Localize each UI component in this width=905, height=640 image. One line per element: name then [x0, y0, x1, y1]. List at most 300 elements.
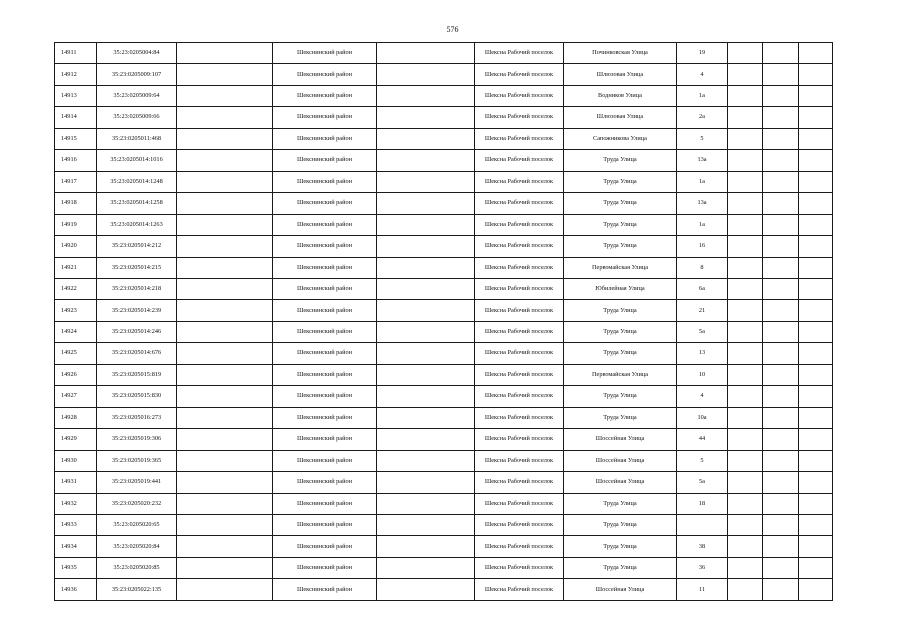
cell-empty-col-11	[799, 579, 833, 601]
cell-empty-col-10	[763, 429, 799, 450]
cell-empty-col-10	[763, 214, 799, 235]
cell-settlement: Шексна Рабочий поселок	[475, 193, 564, 214]
cell-empty-col-3	[177, 171, 273, 192]
cell-settlement: Шексна Рабочий поселок	[475, 64, 564, 85]
cell-empty-col-10	[763, 536, 799, 557]
cell-settlement: Шексна Рабочий поселок	[475, 343, 564, 364]
cell-empty-col-10	[763, 278, 799, 299]
cell-empty-col-10	[763, 64, 799, 85]
cell-cadastral-number: 35:23:0205019:365	[97, 450, 177, 471]
cell-settlement: Шексна Рабочий поселок	[475, 214, 564, 235]
cell-cadastral-number: 35:23:0205014:246	[97, 321, 177, 342]
table-row	[55, 107, 833, 128]
cell-empty-col-3	[177, 236, 273, 257]
cell-district: Шекснинский район	[273, 536, 377, 557]
table-row	[55, 536, 833, 557]
cell-street: Труда Улица	[564, 193, 677, 214]
cell-empty-col-5	[377, 343, 475, 364]
cell-empty-col-5	[377, 557, 475, 578]
cell-cadastral-number: 35:23:0205014:239	[97, 300, 177, 321]
cell-settlement: Шексна Рабочий поселок	[475, 536, 564, 557]
cell-empty-col-5	[377, 579, 475, 601]
cell-house-number: 4	[677, 386, 728, 407]
cell-empty-col-11	[799, 300, 833, 321]
cell-settlement: Шексна Рабочий поселок	[475, 579, 564, 601]
cell-empty-col-3	[177, 343, 273, 364]
cell-settlement: Шексна Рабочий поселок	[475, 514, 564, 535]
table-row	[55, 364, 833, 385]
cell-empty-col-3	[177, 429, 273, 450]
cell-street: Первомайская Улица	[564, 364, 677, 385]
cell-settlement: Шексна Рабочий поселок	[475, 150, 564, 171]
cell-empty-col-11	[799, 214, 833, 235]
cell-empty-col-3	[177, 386, 273, 407]
cell-row-number: 14920	[55, 236, 97, 257]
cell-settlement: Шексна Рабочий поселок	[475, 493, 564, 514]
cell-district: Шекснинский район	[273, 407, 377, 428]
cell-empty-col-5	[377, 407, 475, 428]
cell-settlement: Шексна Рабочий поселок	[475, 321, 564, 342]
cell-empty-col-11	[799, 450, 833, 471]
cell-cadastral-number: 35:23:0205004:84	[97, 43, 177, 64]
cell-street: Шоссейная Улица	[564, 429, 677, 450]
cell-house-number: 1а	[677, 214, 728, 235]
table-row	[55, 579, 833, 601]
cell-empty-col-3	[177, 450, 273, 471]
cell-empty-col-11	[799, 557, 833, 578]
cell-district: Шекснинский район	[273, 343, 377, 364]
cell-row-number: 14912	[55, 64, 97, 85]
cell-settlement: Шексна Рабочий поселок	[475, 407, 564, 428]
cell-empty-col-5	[377, 193, 475, 214]
cell-empty-col-10	[763, 257, 799, 278]
cell-row-number: 14932	[55, 493, 97, 514]
cell-house-number: 19	[677, 43, 728, 64]
cell-empty-col-9	[728, 514, 763, 535]
cell-empty-col-5	[377, 64, 475, 85]
cell-empty-col-3	[177, 364, 273, 385]
cell-empty-col-3	[177, 214, 273, 235]
cell-settlement: Шексна Рабочий поселок	[475, 450, 564, 471]
cell-empty-col-9	[728, 450, 763, 471]
cell-district: Шекснинский район	[273, 514, 377, 535]
cell-empty-col-11	[799, 193, 833, 214]
registry-table	[54, 42, 833, 601]
cell-empty-col-9	[728, 128, 763, 149]
cell-row-number: 14917	[55, 171, 97, 192]
cell-empty-col-10	[763, 450, 799, 471]
cell-settlement: Шексна Рабочий поселок	[475, 257, 564, 278]
cell-street: Труда Улица	[564, 343, 677, 364]
cell-empty-col-9	[728, 257, 763, 278]
cell-empty-col-11	[799, 386, 833, 407]
cell-empty-col-3	[177, 472, 273, 493]
cell-house-number: 44	[677, 429, 728, 450]
cell-empty-col-9	[728, 64, 763, 85]
cell-empty-col-10	[763, 493, 799, 514]
cell-empty-col-10	[763, 128, 799, 149]
cell-district: Шекснинский район	[273, 557, 377, 578]
cell-street: Шоссейная Улица	[564, 472, 677, 493]
cell-row-number: 14911	[55, 43, 97, 64]
cell-empty-col-9	[728, 278, 763, 299]
cell-cadastral-number: 35:23:0205014:215	[97, 257, 177, 278]
cell-cadastral-number: 35:23:0205015:819	[97, 364, 177, 385]
cell-row-number: 14923	[55, 300, 97, 321]
cell-empty-col-3	[177, 557, 273, 578]
cell-house-number: 1а	[677, 85, 728, 106]
cell-street: Труда Улица	[564, 171, 677, 192]
table-row	[55, 278, 833, 299]
cell-row-number: 14913	[55, 85, 97, 106]
cell-empty-col-5	[377, 43, 475, 64]
cell-house-number: 4	[677, 64, 728, 85]
table-row	[55, 386, 833, 407]
cell-row-number: 14933	[55, 514, 97, 535]
cell-settlement: Шексна Рабочий поселок	[475, 128, 564, 149]
cell-empty-col-9	[728, 557, 763, 578]
cell-district: Шекснинский район	[273, 278, 377, 299]
cell-cadastral-number: 35:23:0205009:107	[97, 64, 177, 85]
cell-house-number: 11	[677, 579, 728, 601]
cell-empty-col-9	[728, 43, 763, 64]
cell-cadastral-number: 35:23:0205020:85	[97, 557, 177, 578]
cell-cadastral-number: 35:23:0205020:84	[97, 536, 177, 557]
cell-district: Шекснинский район	[273, 128, 377, 149]
cell-empty-col-10	[763, 386, 799, 407]
cell-cadastral-number: 35:23:0205014:1016	[97, 150, 177, 171]
cell-empty-col-5	[377, 150, 475, 171]
cell-cadastral-number: 35:23:0205014:1263	[97, 214, 177, 235]
cell-empty-col-10	[763, 193, 799, 214]
cell-district: Шекснинский район	[273, 364, 377, 385]
cell-empty-col-10	[763, 364, 799, 385]
cell-house-number: 5	[677, 128, 728, 149]
cell-house-number: 8	[677, 257, 728, 278]
cell-street: Труда Улица	[564, 536, 677, 557]
cell-empty-col-3	[177, 107, 273, 128]
cell-district: Шекснинский район	[273, 472, 377, 493]
cell-empty-col-10	[763, 300, 799, 321]
cell-empty-col-9	[728, 107, 763, 128]
cell-house-number: 21	[677, 300, 728, 321]
table-row	[55, 429, 833, 450]
cell-district: Шекснинский район	[273, 429, 377, 450]
cell-house-number: 13а	[677, 193, 728, 214]
table-row	[55, 493, 833, 514]
cell-empty-col-5	[377, 450, 475, 471]
table-row	[55, 321, 833, 342]
cell-empty-col-11	[799, 364, 833, 385]
cell-empty-col-3	[177, 407, 273, 428]
cell-district: Шекснинский район	[273, 300, 377, 321]
cell-settlement: Шексна Рабочий поселок	[475, 43, 564, 64]
cell-empty-col-10	[763, 107, 799, 128]
cell-street: Труда Улица	[564, 557, 677, 578]
cell-empty-col-11	[799, 514, 833, 535]
cell-row-number: 14915	[55, 128, 97, 149]
cell-settlement: Шексна Рабочий поселок	[475, 278, 564, 299]
cell-empty-col-3	[177, 321, 273, 342]
table-row	[55, 150, 833, 171]
cell-empty-col-5	[377, 321, 475, 342]
cell-house-number: 6а	[677, 278, 728, 299]
cell-cadastral-number: 35:23:0205014:1258	[97, 193, 177, 214]
cell-empty-col-11	[799, 493, 833, 514]
cell-house-number: 10	[677, 364, 728, 385]
cell-empty-col-5	[377, 364, 475, 385]
cell-district: Шекснинский район	[273, 493, 377, 514]
cell-cadastral-number: 35:23:0205014:676	[97, 343, 177, 364]
cell-empty-col-10	[763, 85, 799, 106]
cell-cadastral-number: 35:23:0205020:65	[97, 514, 177, 535]
cell-house-number: 1а	[677, 171, 728, 192]
cell-district: Шекснинский район	[273, 85, 377, 106]
table-row	[55, 472, 833, 493]
cell-empty-col-3	[177, 300, 273, 321]
cell-empty-col-10	[763, 171, 799, 192]
cell-empty-col-11	[799, 257, 833, 278]
table-row	[55, 300, 833, 321]
cell-empty-col-10	[763, 514, 799, 535]
cell-row-number: 14934	[55, 536, 97, 557]
cell-empty-col-11	[799, 85, 833, 106]
cell-empty-col-11	[799, 321, 833, 342]
cell-house-number: 2а	[677, 107, 728, 128]
cell-empty-col-11	[799, 64, 833, 85]
cell-settlement: Шексна Рабочий поселок	[475, 171, 564, 192]
cell-empty-col-11	[799, 128, 833, 149]
table-row	[55, 85, 833, 106]
cell-street: Труда Улица	[564, 236, 677, 257]
cell-row-number: 14919	[55, 214, 97, 235]
cell-empty-col-5	[377, 214, 475, 235]
cell-empty-col-11	[799, 343, 833, 364]
cell-house-number: 16	[677, 236, 728, 257]
cell-empty-col-3	[177, 128, 273, 149]
cell-row-number: 14916	[55, 150, 97, 171]
cell-empty-col-9	[728, 236, 763, 257]
cell-empty-col-10	[763, 343, 799, 364]
cell-row-number: 14924	[55, 321, 97, 342]
cell-house-number: 13а	[677, 150, 728, 171]
cell-empty-col-9	[728, 472, 763, 493]
cell-empty-col-10	[763, 579, 799, 601]
cell-row-number: 14928	[55, 407, 97, 428]
cell-street: Шоссейная Улица	[564, 450, 677, 471]
cell-street: Труда Улица	[564, 321, 677, 342]
cell-settlement: Шексна Рабочий поселок	[475, 364, 564, 385]
table-row	[55, 171, 833, 192]
cell-empty-col-9	[728, 85, 763, 106]
cell-settlement: Шексна Рабочий поселок	[475, 472, 564, 493]
registry-table-body	[55, 43, 833, 601]
cell-row-number: 14936	[55, 579, 97, 601]
cell-street: Труда Улица	[564, 214, 677, 235]
cell-street: Труда Улица	[564, 493, 677, 514]
cell-house-number: 10а	[677, 407, 728, 428]
cell-cadastral-number: 35:23:0205020:232	[97, 493, 177, 514]
cell-district: Шекснинский район	[273, 43, 377, 64]
cell-empty-col-5	[377, 171, 475, 192]
cell-row-number: 14925	[55, 343, 97, 364]
cell-empty-col-9	[728, 300, 763, 321]
cell-row-number: 14931	[55, 472, 97, 493]
cell-empty-col-11	[799, 536, 833, 557]
cell-row-number: 14926	[55, 364, 97, 385]
cell-empty-col-9	[728, 536, 763, 557]
cell-empty-col-11	[799, 472, 833, 493]
cell-empty-col-10	[763, 472, 799, 493]
cell-settlement: Шексна Рабочий поселок	[475, 429, 564, 450]
cell-empty-col-3	[177, 150, 273, 171]
table-row	[55, 64, 833, 85]
cell-district: Шекснинский район	[273, 450, 377, 471]
cell-empty-col-5	[377, 128, 475, 149]
cell-street: Первомайская Улица	[564, 257, 677, 278]
cell-empty-col-9	[728, 493, 763, 514]
cell-row-number: 14918	[55, 193, 97, 214]
cell-settlement: Шексна Рабочий поселок	[475, 386, 564, 407]
table-row	[55, 514, 833, 535]
cell-cadastral-number: 35:23:0205014:218	[97, 278, 177, 299]
cell-district: Шекснинский район	[273, 386, 377, 407]
cell-district: Шекснинский район	[273, 107, 377, 128]
cell-settlement: Шексна Рабочий поселок	[475, 107, 564, 128]
cell-empty-col-9	[728, 343, 763, 364]
cell-district: Шекснинский район	[273, 171, 377, 192]
cell-settlement: Шексна Рабочий поселок	[475, 85, 564, 106]
cell-empty-col-5	[377, 386, 475, 407]
cell-empty-col-3	[177, 64, 273, 85]
cell-empty-col-11	[799, 407, 833, 428]
cell-empty-col-5	[377, 257, 475, 278]
cell-empty-col-9	[728, 407, 763, 428]
table-row	[55, 343, 833, 364]
cell-empty-col-3	[177, 193, 273, 214]
cell-cadastral-number: 35:23:0205014:1248	[97, 171, 177, 192]
cell-empty-col-3	[177, 579, 273, 601]
cell-empty-col-9	[728, 386, 763, 407]
cell-district: Шекснинский район	[273, 579, 377, 601]
cell-empty-col-11	[799, 107, 833, 128]
cell-house-number	[677, 514, 728, 535]
cell-empty-col-9	[728, 171, 763, 192]
page-number: 576	[446, 25, 459, 34]
cell-cadastral-number: 35:23:0205011:468	[97, 128, 177, 149]
cell-empty-col-3	[177, 536, 273, 557]
cell-empty-col-5	[377, 236, 475, 257]
cell-empty-col-10	[763, 557, 799, 578]
cell-district: Шекснинский район	[273, 193, 377, 214]
cell-street: Шлюзовая Улица	[564, 107, 677, 128]
cell-empty-col-5	[377, 472, 475, 493]
cell-empty-col-3	[177, 43, 273, 64]
cell-district: Шекснинский район	[273, 150, 377, 171]
cell-empty-col-5	[377, 300, 475, 321]
cell-empty-col-9	[728, 214, 763, 235]
cell-street: Шоссейная Улица	[564, 579, 677, 601]
table-row	[55, 407, 833, 428]
cell-empty-col-3	[177, 85, 273, 106]
cell-empty-col-5	[377, 536, 475, 557]
cell-row-number: 14935	[55, 557, 97, 578]
cell-empty-col-10	[763, 150, 799, 171]
cell-street: Сапожникова Улица	[564, 128, 677, 149]
cell-empty-col-10	[763, 407, 799, 428]
cell-street: Труда Улица	[564, 407, 677, 428]
cell-empty-col-11	[799, 278, 833, 299]
cell-empty-col-9	[728, 579, 763, 601]
cell-empty-col-3	[177, 514, 273, 535]
cell-empty-col-11	[799, 171, 833, 192]
table-row	[55, 236, 833, 257]
table-row	[55, 128, 833, 149]
table-row	[55, 450, 833, 471]
cell-cadastral-number: 35:23:0205022:135	[97, 579, 177, 601]
cell-row-number: 14914	[55, 107, 97, 128]
cell-empty-col-3	[177, 278, 273, 299]
cell-street: Труда Улица	[564, 300, 677, 321]
cell-house-number: 38	[677, 536, 728, 557]
cell-house-number: 5а	[677, 321, 728, 342]
cell-cadastral-number: 35:23:0205019:306	[97, 429, 177, 450]
cell-street: Починковская Улица	[564, 43, 677, 64]
cell-empty-col-5	[377, 493, 475, 514]
cell-row-number: 14927	[55, 386, 97, 407]
cell-house-number: 5	[677, 450, 728, 471]
cell-house-number: 18	[677, 493, 728, 514]
table-row	[55, 557, 833, 578]
cell-empty-col-11	[799, 43, 833, 64]
cell-row-number: 14930	[55, 450, 97, 471]
cell-empty-col-9	[728, 321, 763, 342]
cell-empty-col-11	[799, 236, 833, 257]
cell-district: Шекснинский район	[273, 321, 377, 342]
cell-empty-col-3	[177, 493, 273, 514]
cell-cadastral-number: 35:23:0205019:441	[97, 472, 177, 493]
cell-empty-col-11	[799, 429, 833, 450]
cell-street: Труда Улица	[564, 150, 677, 171]
cell-empty-col-10	[763, 236, 799, 257]
cell-cadastral-number: 35:23:0205009:64	[97, 85, 177, 106]
cell-settlement: Шексна Рабочий поселок	[475, 300, 564, 321]
cell-empty-col-5	[377, 429, 475, 450]
table-row	[55, 193, 833, 214]
cell-empty-col-9	[728, 364, 763, 385]
table-row	[55, 257, 833, 278]
cell-district: Шекснинский район	[273, 214, 377, 235]
cell-empty-col-10	[763, 321, 799, 342]
cell-empty-col-5	[377, 514, 475, 535]
cell-district: Шекснинский район	[273, 257, 377, 278]
table-row	[55, 214, 833, 235]
cell-district: Шекснинский район	[273, 236, 377, 257]
cell-empty-col-10	[763, 43, 799, 64]
cell-settlement: Шексна Рабочий поселок	[475, 236, 564, 257]
table-row	[55, 43, 833, 64]
cell-street: Труда Улица	[564, 514, 677, 535]
cell-empty-col-11	[799, 150, 833, 171]
cell-empty-col-3	[177, 257, 273, 278]
cell-row-number: 14921	[55, 257, 97, 278]
cell-empty-col-5	[377, 107, 475, 128]
cell-cadastral-number: 35:23:0205009:66	[97, 107, 177, 128]
cell-district: Шекснинский район	[273, 64, 377, 85]
cell-empty-col-5	[377, 278, 475, 299]
cell-house-number: 13	[677, 343, 728, 364]
cell-cadastral-number: 35:23:0205015:830	[97, 386, 177, 407]
